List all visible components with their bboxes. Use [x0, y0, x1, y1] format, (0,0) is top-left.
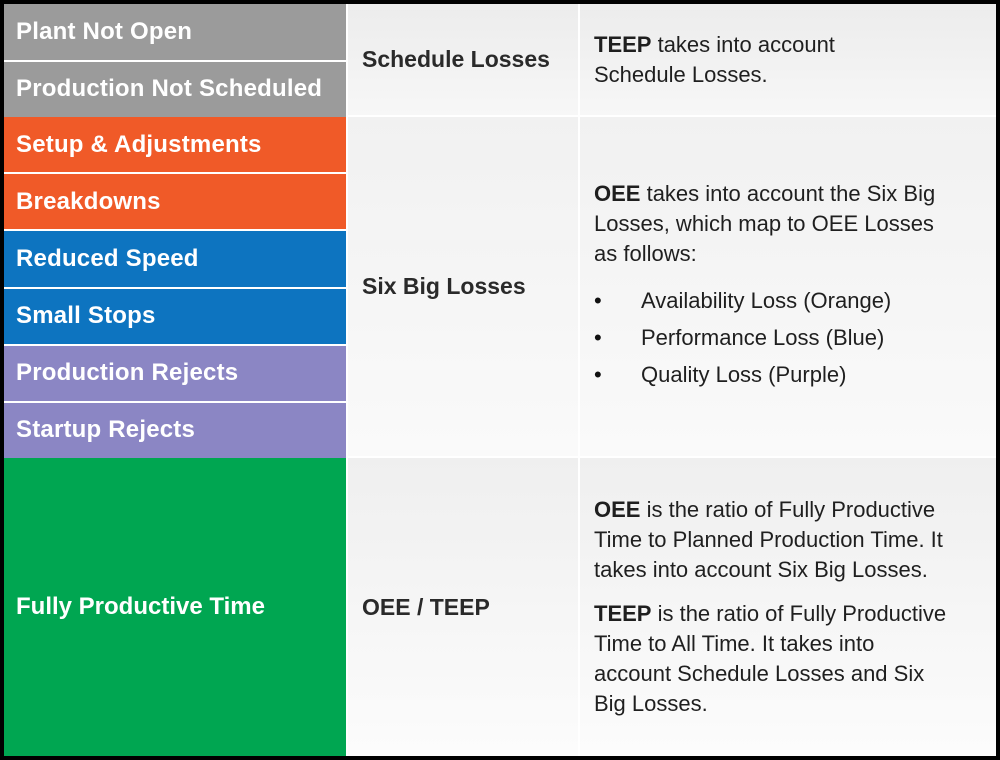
bullet-icon: •: [594, 288, 602, 314]
term-oee: OEE: [594, 497, 641, 523]
category-schedule-losses: [346, 4, 578, 117]
category-label: OEE / TEEP: [362, 593, 490, 620]
loss-production-not-scheduled: Production Not Scheduled: [4, 62, 346, 118]
description-oee-teep: [578, 458, 996, 756]
category-six-big-losses: [346, 117, 578, 458]
category-oee-teep: [346, 458, 578, 756]
description-oee: OEE is the ratio of Fully Productive Time to Planned Production Time. It takes into account Six Big Losses.: [594, 497, 943, 583]
term-teep: TEEP: [594, 601, 652, 627]
list-item: • Quality Loss (Purple): [594, 357, 891, 394]
description-six-big: [578, 117, 996, 458]
term-teep: TEEP: [594, 31, 652, 57]
bullet-icon: •: [594, 325, 602, 351]
loss-setup-adjustments: Setup & Adjustments: [4, 117, 346, 174]
loss-mapping-list: [594, 283, 891, 394]
category-label: Six Big Losses: [362, 273, 526, 299]
category-label: Schedule Losses: [362, 46, 550, 72]
bullet-icon: •: [594, 362, 602, 388]
description-teep: TEEP is the ratio of Fully Productive Time to All Time. It takes into account Schedule Losses and Six Big Losses.: [594, 601, 947, 716]
term-oee: OEE: [594, 181, 641, 207]
loss-reduced-speed: Reduced Speed: [4, 231, 346, 288]
loss-breakdowns: Breakdowns: [4, 174, 346, 231]
fully-productive-time-label: Fully Productive Time: [16, 593, 265, 620]
six-big-loss-items: [4, 117, 346, 458]
description-text: TEEP takes into account Schedule Losses.: [594, 31, 835, 87]
loss-production-rejects: Production Rejects: [4, 346, 346, 403]
schedule-loss-items: [4, 4, 346, 117]
loss-startup-rejects: Startup Rejects: [4, 403, 346, 458]
list-item: • Availability Loss (Orange): [594, 283, 891, 320]
list-item: • Performance Loss (Blue): [594, 320, 891, 357]
loss-plant-not-open: Plant Not Open: [4, 4, 346, 62]
description-text: OEE takes into account the Six Big Losses, which map to OEE Losses as follows:: [594, 181, 936, 266]
loss-fully-productive-time: [4, 458, 346, 756]
description-schedule: [578, 4, 996, 117]
loss-small-stops: Small Stops: [4, 289, 346, 346]
